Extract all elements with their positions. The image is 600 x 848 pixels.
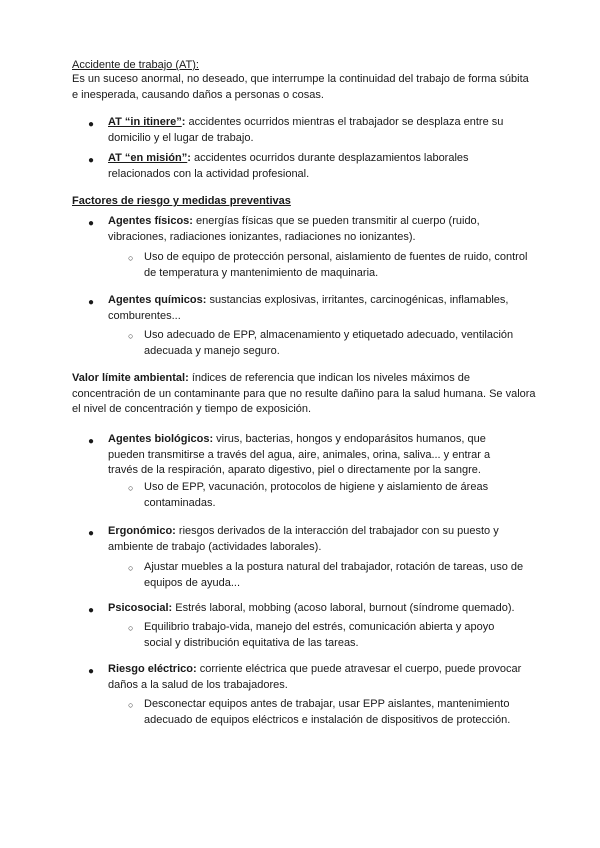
agentes-quimicos [108,293,538,324]
bullet-icon: ● [88,218,95,229]
definition: accidentes ocurridos durante desplazamientos laborales relacionados con la actividad profesional. [108,152,469,180]
definition: energías físicas que se pueden transmitir al cuerpo (ruido, vibraciones, radiaciones ionizantes, radiaciones no ionizantes). [108,215,480,243]
sub-bullet-icon: ○ [128,563,134,573]
agentes-biologicos [108,432,508,479]
term: Valor límite ambiental: [72,372,189,384]
term: Agentes físicos: [108,215,193,227]
term-colon: : [181,116,186,128]
agentes-biologicos-medidas: Uso de EPP, vacunación, protocolos de higiene y aislamiento de áreas contaminadas. [144,481,489,509]
sub-bullet-icon: ○ [128,700,134,710]
sub-bullet-icon: ○ [128,623,134,633]
term: Riesgo eléctrico: [108,663,197,675]
at-in-itinere [108,115,528,146]
definition: accidentes ocurridos mientras el trabajador se desplaza entre su domicilio y el lugar de trabajo. [108,116,504,144]
ergonomico [108,524,518,555]
riesgo-electrico-medidas: Desconectar equipos antes de trabajar, usar EPP aislantes, mantenimiento adecuado de equipos eléctricos e instalación de dispositivos de protección. [144,698,511,726]
agentes-quimicos-medidas: Uso adecuado de EPP, almacenamiento y etiquetado adecuado, ventilación adecuada y manejo seguro. [144,329,514,357]
bullet-icon: ● [88,528,95,539]
term-colon: : [187,152,191,164]
bullet-icon: ● [88,155,95,166]
definition: riesgos derivados de la interacción del trabajador con su puesto y ambiente de trabajo (actividades laborales). [108,525,499,553]
definition: Estrés laboral, mobbing (acoso laboral, burnout (síndrome quemado). [172,602,515,614]
valor-limite-ambiental [72,371,540,418]
psicosocial-medidas: Equilibrio trabajo-vida, manejo del estrés, comunicación abierta y apoyo social y distribución equitativa de las tareas. [144,621,495,649]
bullet-icon: ● [88,297,95,308]
bullet-icon: ● [88,436,95,447]
factores-heading: Factores de riesgo y medidas preventivas [72,195,291,207]
definition: corriente eléctrica que puede atravesar el cuerpo, puede provocar daños a la salud de los trabajadores. [108,663,522,691]
at-en-mision [108,151,528,182]
agentes-fisicos-medidas: Uso de equipo de protección personal, aislamiento de fuentes de ruido, control de temperatura y mantenimiento de maquinaria. [144,251,528,279]
bullet-icon: ● [88,605,95,616]
term: Agentes biológicos: [108,433,214,445]
riesgo-electrico [108,662,540,693]
definition: sustancias explosivas, irritantes, carcinogénicas, inflamables, comburentes... [108,294,509,322]
term: Agentes químicos: [108,294,207,306]
accidente-definition: Es un suceso anormal, no deseado, que interrumpe la continuidad del trabajo de forma súbita e inesperada, causando daños a personas o cosas. [72,73,529,101]
bullet-icon: ● [88,666,95,677]
accidente-heading: Accidente de trabajo (AT): [72,59,199,71]
definition: índices de referencia que indican los niveles máximos de concentración de un contaminante para que no resulte dañino para la salud humana. Se valora el nivel de concentración y tiempo de exposición. [72,372,536,415]
term: Psicosocial: [108,602,173,614]
term: AT “in itinere” [108,116,182,128]
term: AT “en misión” [108,152,188,164]
sub-bullet-icon: ○ [128,253,134,263]
ergonomico-medidas: Ajustar muebles a la postura natural del trabajador, rotación de tareas, uso de equipos de ayuda... [144,561,524,589]
sub-bullet-icon: ○ [128,483,134,493]
agentes-fisicos [108,214,538,245]
sub-bullet-icon: ○ [128,331,134,341]
bullet-icon: ● [88,119,95,130]
definition: virus, bacterias, hongos y endoparásitos humanos, que pueden transmitirse a través del agua, aire, animales, orina, saliva... y entrar a través de la respiración, aparato digestivo, piel o directamente por la sangre. [108,433,491,476]
term: Ergonómico: [108,525,176,537]
psicosocial [108,601,538,617]
